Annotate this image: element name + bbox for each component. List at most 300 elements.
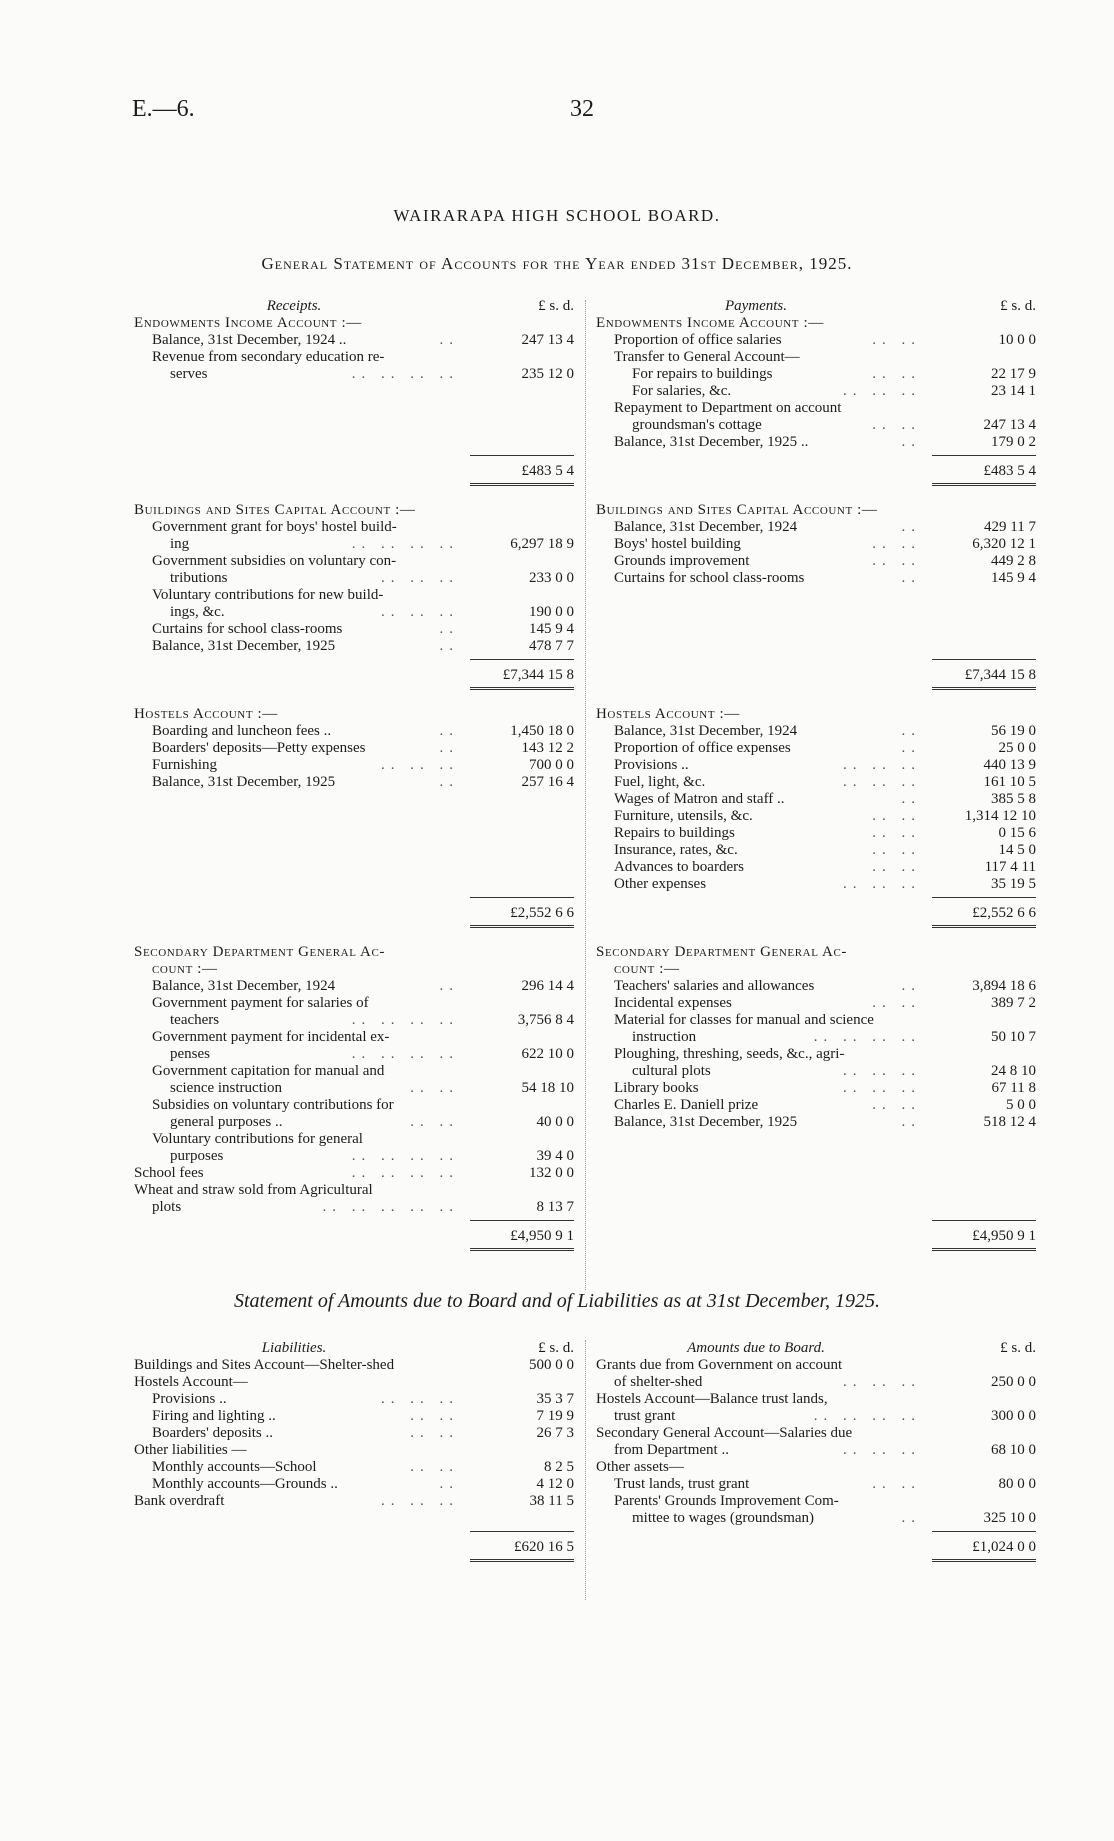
ledger-item-text: Furniture, utensils, &c. xyxy=(614,808,753,824)
liabilities-body xyxy=(134,1357,574,1578)
ledger-item-text: Teachers' salaries and allowances xyxy=(614,978,815,994)
ledger-item-text: count :— xyxy=(152,961,218,977)
leader-dots: .. .. .. xyxy=(381,757,459,773)
total-rule xyxy=(470,1531,574,1532)
ledger-row xyxy=(134,1029,574,1046)
ledger-row xyxy=(596,536,1036,553)
ledger-amount: 700 0 0 xyxy=(529,757,574,773)
ledger-amount: 0 15 6 xyxy=(998,825,1036,841)
ledger-amount: 50 10 7 xyxy=(991,1029,1036,1045)
ledger-row xyxy=(134,536,574,553)
liabilities-column-header xyxy=(134,1340,574,1357)
ledger-row xyxy=(134,961,574,978)
leader-dots: .. xyxy=(439,978,459,994)
ledger-amount: 190 0 0 xyxy=(529,604,574,620)
ledger-amount: 8 13 7 xyxy=(536,1199,574,1215)
ledger-amount: 5 0 0 xyxy=(1006,1097,1036,1113)
blank-row xyxy=(596,1165,1036,1182)
blank-row xyxy=(134,842,574,859)
leader-dots: .. xyxy=(901,740,921,756)
ledger-row xyxy=(596,876,1036,893)
ledger-row xyxy=(134,1493,574,1510)
ledger-row xyxy=(596,570,1036,587)
ledger-item-text: Library books xyxy=(614,1080,699,1096)
ledger-item-text: Buildings and Sites Capital Account :— xyxy=(596,502,878,518)
ledger-row xyxy=(134,1199,574,1216)
leader-dots: .. .. xyxy=(872,366,921,382)
ledger-item-text: Fuel, light, &c. xyxy=(614,774,706,790)
ledger-amount: 247 13 4 xyxy=(521,332,574,348)
ledger-item-text: serves xyxy=(170,366,208,382)
total-amount: £620 16 5 xyxy=(514,1539,574,1555)
ledger-amount: 389 7 2 xyxy=(991,995,1036,1011)
leader-dots: .. .. .. xyxy=(843,757,921,773)
ledger-item-text: Provisions .. xyxy=(614,757,689,773)
ledger-amount: 38 11 5 xyxy=(529,1493,574,1509)
blank-row xyxy=(596,638,1036,655)
ledger-row xyxy=(134,757,574,774)
leader-dots: .. .. .. xyxy=(381,604,459,620)
ledger-item-text: Boarders' deposits .. xyxy=(152,1425,274,1441)
total-rule xyxy=(932,1531,1036,1532)
ledger-amount: 26 7 3 xyxy=(536,1425,574,1441)
ledger-amount: 233 0 0 xyxy=(529,570,574,586)
leader-dots: .. .. .. xyxy=(843,1080,921,1096)
total-amount: £7,344 15 8 xyxy=(502,667,574,683)
liabilities-statement-title: Statement of Amounts due to Board and of Liabilities as at 31st December, 1925. xyxy=(233,1290,881,1312)
ledger-amount: 56 19 0 xyxy=(991,723,1036,739)
page-number: 32 xyxy=(570,96,594,122)
payments-column-header xyxy=(596,298,1036,315)
leader-dots: .. xyxy=(439,1476,459,1492)
ledger-row xyxy=(134,995,574,1012)
amounts-due-body xyxy=(596,1357,1036,1578)
ledger-row xyxy=(596,332,1036,349)
ledger-item-text: Curtains for school class-rooms xyxy=(614,570,805,586)
blank-row xyxy=(134,400,574,417)
blank-row xyxy=(596,1148,1036,1165)
leader-dots: .. .. .. xyxy=(843,876,921,892)
ledger-item-text: For salaries, &c. xyxy=(632,383,732,399)
ledger-row xyxy=(596,1012,1036,1029)
receipts-column xyxy=(134,298,574,1267)
ledger-amount: 622 10 0 xyxy=(521,1046,574,1062)
leader-dots: .. .. xyxy=(872,553,921,569)
total-double-rule xyxy=(470,687,574,692)
ledger-amount: 67 11 8 xyxy=(991,1080,1036,1096)
leader-dots: .. .. xyxy=(872,808,921,824)
ledger-item-text: Balance, 31st December, 1925 xyxy=(152,774,336,790)
ledger-item-text: Proportion of office expenses xyxy=(614,740,791,756)
ledger-row xyxy=(134,519,574,536)
ledger-row xyxy=(134,315,574,332)
ledger-amount: 6,320 12 1 xyxy=(972,536,1036,552)
total-double-rule xyxy=(932,483,1036,488)
ledger-amount: 161 10 5 xyxy=(983,774,1036,790)
ledger-item-text: Balance, 31st December, 1924 xyxy=(152,978,336,994)
ledger-row xyxy=(134,1063,574,1080)
total-amount: £2,552 6 6 xyxy=(972,905,1036,921)
amounts-due-column-header xyxy=(596,1340,1036,1357)
total-double-rule xyxy=(932,1559,1036,1564)
ledger-item-text: of shelter-shed xyxy=(614,1374,703,1390)
leader-dots: .. xyxy=(901,1114,921,1130)
leader-dots: .. .. .. xyxy=(843,1442,921,1458)
ledger-item-text: mittee to wages (groundsman) xyxy=(632,1510,815,1526)
total-rule xyxy=(932,455,1036,456)
ledger-item-text: For repairs to buildings xyxy=(632,366,773,382)
leader-dots: .. .. .. .. xyxy=(351,1165,459,1181)
ledger-item-text: Insurance, rates, &c. xyxy=(614,842,738,858)
payments-body xyxy=(596,315,1036,1267)
ledger-row xyxy=(596,1493,1036,1510)
ledger-row xyxy=(134,1459,574,1476)
ledger-row xyxy=(134,1182,574,1199)
ledger-row xyxy=(596,706,1036,723)
total-amount: £2,552 6 6 xyxy=(510,905,574,921)
ledger-amount: 132 0 0 xyxy=(529,1165,574,1181)
leader-dots: .. xyxy=(901,723,921,739)
leader-dots: .. .. xyxy=(872,417,921,433)
blank-row xyxy=(596,1199,1036,1216)
leader-dots: .. .. xyxy=(410,1459,459,1475)
ledger-item-text: Advances to boarders xyxy=(614,859,744,875)
total-double-rule xyxy=(932,1248,1036,1253)
money-heading: £ s. d. xyxy=(1000,1340,1036,1356)
leader-dots: .. .. .. .. xyxy=(351,1148,459,1164)
ledger-item-text: Grants due from Government on account xyxy=(596,1357,843,1373)
ledger-item-text: Boarding and luncheon fees .. xyxy=(152,723,332,739)
ledger-item-text: Furnishing xyxy=(152,757,218,773)
ledger-amount: 247 13 4 xyxy=(983,417,1036,433)
ledger-amount: 68 10 0 xyxy=(991,1442,1036,1458)
ledger-row xyxy=(134,1442,574,1459)
ledger-amount: 250 0 0 xyxy=(991,1374,1036,1390)
ledger-row xyxy=(134,1476,574,1493)
section-total xyxy=(134,655,574,689)
ledger-row xyxy=(134,978,574,995)
ledger-row xyxy=(134,1357,574,1374)
ledger-row xyxy=(134,1114,574,1131)
leader-dots: .. .. .. .. xyxy=(351,1046,459,1062)
ledger-item-text: Boarders' deposits—Petty expenses xyxy=(152,740,366,756)
total-rule xyxy=(470,455,574,456)
leader-dots: .. .. xyxy=(410,1080,459,1096)
total-amount: £4,950 9 1 xyxy=(972,1228,1036,1244)
ledger-item-text: instruction xyxy=(632,1029,697,1045)
ledger-amount: 23 14 1 xyxy=(991,383,1036,399)
section-total xyxy=(134,1216,574,1250)
ledger-item-text: Government payment for salaries of xyxy=(152,995,369,1011)
ledger-row xyxy=(134,604,574,621)
ledger-row xyxy=(134,944,574,961)
ledger-row xyxy=(134,1374,574,1391)
ledger-amount: 6,297 18 9 xyxy=(510,536,574,552)
ledger-row xyxy=(596,366,1036,383)
ledger-item-text: Parents' Grounds Improvement Com- xyxy=(614,1493,839,1509)
ledger-row xyxy=(596,519,1036,536)
ledger-item-text: Voluntary contributions for new build- xyxy=(152,587,384,603)
leader-dots: .. .. xyxy=(872,995,921,1011)
ledger-row xyxy=(134,1131,574,1148)
ledger-row xyxy=(596,842,1036,859)
leader-dots: .. .. xyxy=(410,1408,459,1424)
ledger-item-text: Incidental expenses xyxy=(614,995,732,1011)
blank-row xyxy=(134,1510,574,1527)
ledger-item-text: Buildings and Sites Account—Shelter-shed xyxy=(134,1357,395,1373)
ledger-item-text: Provisions .. xyxy=(152,1391,227,1407)
ledger-row xyxy=(596,1476,1036,1493)
ledger-item-text: penses xyxy=(170,1046,210,1062)
ledger-item-text: Grounds improvement xyxy=(614,553,750,569)
ledger-row xyxy=(596,383,1036,400)
leader-dots: .. .. xyxy=(872,536,921,552)
total-rule xyxy=(932,1220,1036,1221)
ledger-item-text: Government subsidies on voluntary con- xyxy=(152,553,397,569)
leader-dots: .. xyxy=(439,740,459,756)
total-double-rule xyxy=(470,1248,574,1253)
ledger-item-text: Wages of Matron and staff .. xyxy=(614,791,785,807)
ledger-row xyxy=(596,349,1036,366)
ledger-item-text: plots xyxy=(152,1199,182,1215)
ledger-item-text: Buildings and Sites Capital Account :— xyxy=(134,502,416,518)
ledger-row xyxy=(596,1046,1036,1063)
blank-row xyxy=(134,417,574,434)
ledger-amount: 7 19 9 xyxy=(536,1408,574,1424)
leader-dots: .. xyxy=(901,434,921,450)
ledger-item-text: Bank overdraft xyxy=(134,1493,225,1509)
blank-row xyxy=(134,383,574,400)
total-amount: £483 5 4 xyxy=(521,463,574,479)
document-reference: E.—6. xyxy=(132,96,195,122)
ledger-item-text: Balance, 31st December, 1925 xyxy=(614,1114,798,1130)
ledger-row xyxy=(134,366,574,383)
ledger-amount: 8 2 5 xyxy=(544,1459,574,1475)
ledger-item-text: groundsman's cottage xyxy=(632,417,762,433)
ledger-amount: 296 14 4 xyxy=(521,978,574,994)
ledger-item-text: Transfer to General Account— xyxy=(614,349,800,365)
ledger-amount: 14 5 0 xyxy=(998,842,1036,858)
ledger-row xyxy=(596,1029,1036,1046)
ledger-item-text: Boys' hostel building xyxy=(614,536,741,552)
leader-dots: .. xyxy=(439,774,459,790)
ledger-row xyxy=(134,349,574,366)
ledger-item-text: Proportion of office salaries xyxy=(614,332,782,348)
ledger-row xyxy=(134,621,574,638)
blank-row xyxy=(596,587,1036,604)
ledger-item-text: general purposes .. xyxy=(170,1114,283,1130)
blank-row xyxy=(596,604,1036,621)
leader-dots: .. .. .. .. xyxy=(351,1012,459,1028)
ledger-row xyxy=(134,1408,574,1425)
leader-dots: .. xyxy=(439,638,459,654)
ledger-item-text: Balance, 31st December, 1924 .. xyxy=(152,332,347,348)
ledger-row xyxy=(134,774,574,791)
blank-row xyxy=(134,876,574,893)
ledger-amount: 257 16 4 xyxy=(521,774,574,790)
ledger-row xyxy=(596,1097,1036,1114)
ledger-row xyxy=(596,1459,1036,1476)
leader-dots: .. .. .. xyxy=(843,1374,921,1390)
ledger-row xyxy=(596,1391,1036,1408)
receipts-heading: Receipts. xyxy=(266,298,322,314)
leader-dots: .. xyxy=(901,570,921,586)
ledger-row xyxy=(596,1063,1036,1080)
ledger-row xyxy=(596,995,1036,1012)
ledger-item-text: Charles E. Daniell prize xyxy=(614,1097,759,1113)
ledger-amount: 1,450 18 0 xyxy=(510,723,574,739)
ledger-row xyxy=(596,502,1036,519)
ledger-item-text: Revenue from secondary education re- xyxy=(152,349,385,365)
ledger-amount: 1,314 12 10 xyxy=(964,808,1036,824)
ledger-row xyxy=(596,808,1036,825)
ledger-row xyxy=(596,553,1036,570)
blank-row xyxy=(134,825,574,842)
total-double-rule xyxy=(470,483,574,488)
ledger-amount: 478 7 7 xyxy=(529,638,574,654)
ledger-row xyxy=(596,400,1036,417)
ledger-amount: 35 19 5 xyxy=(991,876,1036,892)
section-total xyxy=(596,1216,1036,1250)
ledger-item-text: Voluntary contributions for general xyxy=(152,1131,363,1147)
leader-dots: .. .. xyxy=(872,842,921,858)
ledger-item-text: Government payment for incidental ex- xyxy=(152,1029,390,1045)
ledger-row xyxy=(134,706,574,723)
ledger-item-text: Trust lands, trust grant xyxy=(614,1476,750,1492)
ledger-amount: 145 9 4 xyxy=(991,570,1036,586)
total-rule xyxy=(932,659,1036,660)
ledger-item-text: tributions xyxy=(170,570,228,586)
ledger-item-text: Secondary Department General Ac- xyxy=(134,944,386,960)
ledger-item-text: purposes xyxy=(170,1148,224,1164)
leader-dots: .. xyxy=(901,791,921,807)
leader-dots: .. .. .. xyxy=(381,570,459,586)
ledger-row xyxy=(596,740,1036,757)
leader-dots: .. .. xyxy=(872,332,921,348)
leader-dots: .. .. xyxy=(872,859,921,875)
ledger-row xyxy=(596,1425,1036,1442)
money-heading: £ s. d. xyxy=(1000,298,1036,314)
leader-dots: .. xyxy=(901,519,921,535)
ledger-amount: 385 5 8 xyxy=(991,791,1036,807)
section-total xyxy=(596,1527,1036,1561)
ledger-item-text: Hostels Account :— xyxy=(596,706,740,722)
ledger-item-text: Monthly accounts—School xyxy=(152,1459,317,1475)
amounts-due-heading: Amounts due to Board. xyxy=(687,1340,825,1356)
ledger-item-text: teachers xyxy=(170,1012,220,1028)
ledger-amount: 117 4 11 xyxy=(984,859,1036,875)
ledger-amount: 179 0 2 xyxy=(991,434,1036,450)
ledger-amount: 3,894 18 6 xyxy=(972,978,1036,994)
money-heading: £ s. d. xyxy=(538,1340,574,1356)
leader-dots: .. .. .. .. xyxy=(813,1029,921,1045)
ledger-amount: 54 18 10 xyxy=(521,1080,574,1096)
ledger-item-text: cultural plots xyxy=(632,1063,711,1079)
ledger-item-text: Other liabilities — xyxy=(134,1442,247,1458)
ledger-amount: 500 0 0 xyxy=(529,1357,574,1373)
ledger-item-text: Ploughing, threshing, seeds, &c., agri- xyxy=(614,1046,845,1062)
ledger-item-text: Government grant for boys' hostel build- xyxy=(152,519,397,535)
ledger-row xyxy=(134,1391,574,1408)
ledger-amount: 325 10 0 xyxy=(983,1510,1036,1526)
column-divider xyxy=(585,300,586,1290)
ledger-row xyxy=(596,1374,1036,1391)
ledger-row xyxy=(134,1165,574,1182)
liabilities-column xyxy=(134,1340,574,1578)
ledger-amount: 80 0 0 xyxy=(998,1476,1036,1492)
total-amount: £1,024 0 0 xyxy=(972,1539,1036,1555)
liabilities-heading: Liabilities. xyxy=(261,1340,327,1356)
leader-dots: .. .. .. .. xyxy=(351,536,459,552)
ledger-item-text: School fees xyxy=(134,1165,204,1181)
leader-dots: .. .. xyxy=(410,1114,459,1130)
leader-dots: .. xyxy=(439,621,459,637)
ledger-row xyxy=(134,1148,574,1165)
ledger-amount: 25 0 0 xyxy=(998,740,1036,756)
ledger-row xyxy=(596,1357,1036,1374)
payments-heading: Payments. xyxy=(724,298,788,314)
ledger-amount: 10 0 0 xyxy=(998,332,1036,348)
blank-row xyxy=(596,1182,1036,1199)
ledger-row xyxy=(134,502,574,519)
statement-title: General Statement of Accounts for the Year ended 31st December, 1925. xyxy=(261,254,853,273)
ledger-row xyxy=(134,1046,574,1063)
ledger-row xyxy=(596,723,1036,740)
leader-dots: .. .. .. xyxy=(381,1493,459,1509)
total-rule xyxy=(470,1220,574,1221)
leader-dots: .. xyxy=(439,332,459,348)
ledger-item-text: count :— xyxy=(614,961,680,977)
ledger-row xyxy=(596,1510,1036,1527)
ledger-item-text: Repayment to Department on account xyxy=(614,400,842,416)
blank-row xyxy=(134,808,574,825)
total-rule xyxy=(470,659,574,660)
ledger-amount: 40 0 0 xyxy=(536,1114,574,1130)
ledger-row xyxy=(596,944,1036,961)
ledger-item-text: Other assets— xyxy=(596,1459,684,1475)
ledger-row xyxy=(134,1012,574,1029)
ledger-amount: 235 12 0 xyxy=(521,366,574,382)
ledger-row xyxy=(596,859,1036,876)
ledger-item-text: Hostels Account— xyxy=(134,1374,248,1390)
leader-dots: .. .. .. .. xyxy=(351,366,459,382)
ledger-item-text: Balance, 31st December, 1925 .. xyxy=(614,434,809,450)
ledger-item-text: science instruction xyxy=(170,1080,283,1096)
ledger-item-text: Balance, 31st December, 1924 xyxy=(614,519,798,535)
leader-dots: .. xyxy=(901,1510,921,1526)
ledger-row xyxy=(134,1425,574,1442)
ledger-row xyxy=(596,1114,1036,1131)
leader-dots: .. .. xyxy=(410,1425,459,1441)
receipts-column-header xyxy=(134,298,574,315)
board-title: WAIRARAPA HIGH SCHOOL BOARD. xyxy=(393,206,721,225)
ledger-row xyxy=(596,1080,1036,1097)
ledger-row xyxy=(596,825,1036,842)
ledger-amount: 518 12 4 xyxy=(983,1114,1036,1130)
ledger-item-text: ings, &c. xyxy=(170,604,225,620)
ledger-row xyxy=(596,417,1036,434)
ledger-amount: 35 3 7 xyxy=(536,1391,574,1407)
ledger-item-text: Endowments Income Account :— xyxy=(134,315,362,331)
section-total xyxy=(596,893,1036,927)
total-double-rule xyxy=(470,1559,574,1564)
ledger-row xyxy=(134,1097,574,1114)
ledger-amount: 429 11 7 xyxy=(984,519,1036,535)
ledger-row xyxy=(134,723,574,740)
column-divider-liabilities xyxy=(585,1340,586,1600)
ledger-row xyxy=(596,434,1036,451)
ledger-item-text: Hostels Account :— xyxy=(134,706,278,722)
